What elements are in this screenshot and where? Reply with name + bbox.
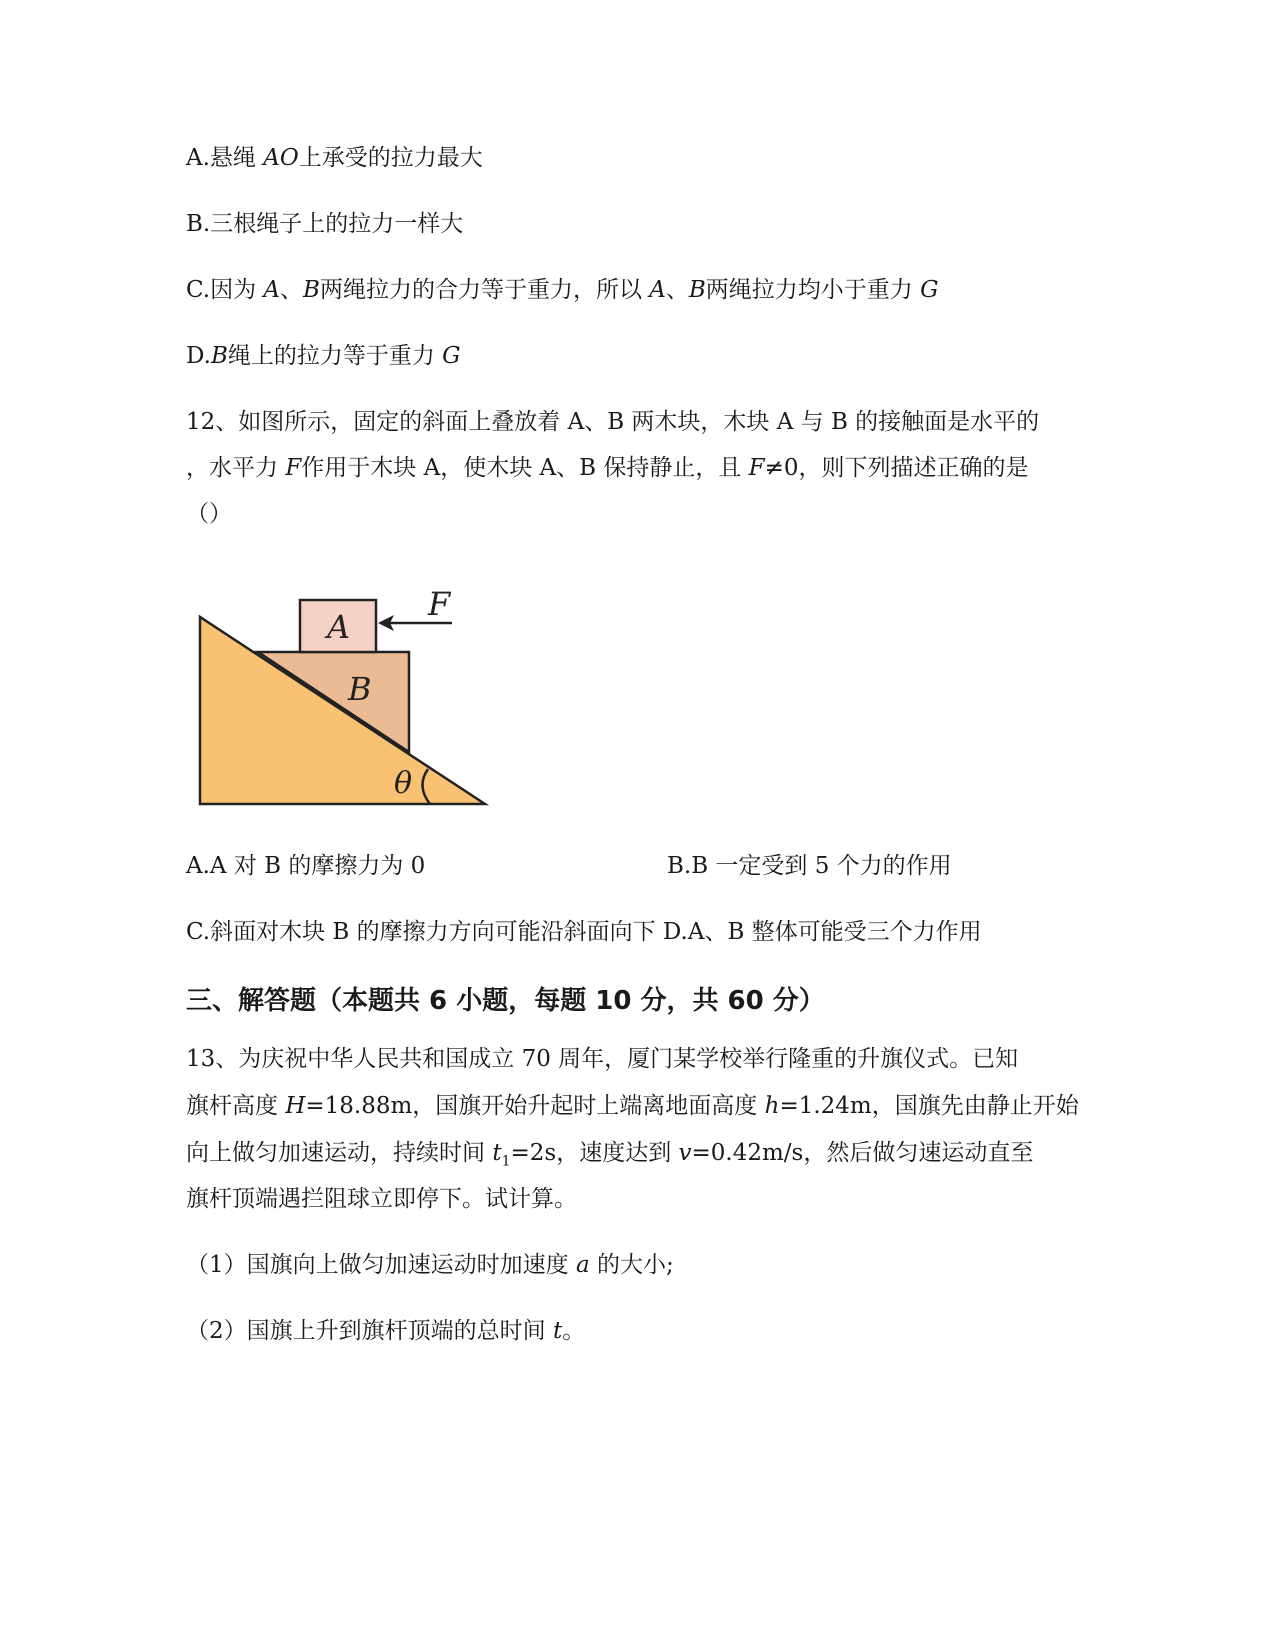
text: 两绳拉力的合力等于重力，所以	[319, 277, 650, 303]
text: 绳上的拉力等于重力	[227, 343, 443, 369]
var: B	[303, 277, 320, 303]
var: H	[285, 1093, 306, 1119]
q13-stem-line2	[186, 1091, 1079, 1121]
q12-option-b: B.B 一定受到 5 个力的作用	[667, 853, 952, 879]
var: v	[678, 1140, 692, 1166]
q13-sub-question-2	[186, 1316, 585, 1346]
q12-option-c-d: C.斜面对木块 B 的摩擦力方向可能沿斜面向下 D.A、B 整体可能受三个力作用	[186, 919, 982, 945]
text: =1.24m，国旗先由静止开始	[779, 1093, 1079, 1119]
q12-option-a: A.A 对 B 的摩擦力为 0	[186, 853, 426, 879]
q13-sub-question-1	[186, 1250, 674, 1280]
text: ≠0，则下列描述正确的是	[764, 455, 1029, 481]
var: a	[575, 1252, 590, 1278]
var: F	[748, 455, 765, 481]
label-f: F	[428, 590, 451, 623]
var: G	[442, 343, 461, 369]
text: C.因为	[186, 277, 264, 303]
q11-option-a	[186, 143, 483, 173]
q12-stem-line1: 12、如图所示，固定的斜面上叠放着 A、B 两木块，木块 A 与 B 的接触面是水平的	[186, 409, 1040, 435]
text: =18.88m，国旗开始升起时上端离地面高度	[305, 1093, 765, 1119]
text: 上承受的拉力最大	[298, 145, 483, 171]
q13-stem-line1: 13、为庆祝中华人民共和国成立 70 周年，厦门某学校举行隆重的升旗仪式。已知	[186, 1046, 1019, 1072]
text: 。	[562, 1318, 586, 1344]
var: F	[285, 455, 302, 481]
q11-option-c	[186, 275, 938, 305]
q13-stem-line4: 旗杆顶端遇拦阻球立即停下。试计算。	[186, 1186, 577, 1212]
text: =0.42m/s，然后做匀速运动直至	[691, 1140, 1034, 1166]
text: =2s，速度达到	[510, 1140, 679, 1166]
text: 两绳拉力均小于重力	[705, 277, 921, 303]
text: （2）国旗上升到旗杆顶端的总时间	[186, 1318, 553, 1344]
q12-stem-line3: （）	[186, 501, 232, 527]
text: （1）国旗向上做匀加速运动时加速度	[186, 1252, 576, 1278]
var: A	[263, 277, 281, 303]
text: D.	[186, 343, 211, 369]
text: A.悬绳	[186, 145, 264, 171]
text: 旗杆高度	[186, 1093, 286, 1119]
q13-stem-line3	[186, 1138, 1033, 1177]
q12-stem-line2	[186, 453, 1029, 483]
text: 作用于木块 A，使木块 A、B 保持静止，且	[301, 455, 749, 481]
incline-blocks-figure	[196, 590, 496, 820]
text: 的大小;	[589, 1252, 674, 1278]
var: G	[920, 277, 939, 303]
var: B	[688, 277, 706, 303]
text: ，水平力	[186, 455, 286, 481]
text: 向上做匀加速运动，持续时间	[186, 1140, 493, 1166]
text: 、	[665, 277, 689, 303]
var: A	[649, 277, 666, 303]
q11-option-d	[186, 341, 461, 371]
q11-option-b: B.三根绳子上的拉力一样大	[186, 211, 464, 237]
var: t	[492, 1140, 502, 1166]
text: 、	[280, 277, 304, 303]
var: h	[764, 1093, 780, 1119]
subscript: 1	[501, 1153, 511, 1170]
label-a: A	[327, 608, 351, 646]
label-theta: θ	[394, 766, 413, 801]
label-b: B	[348, 670, 372, 708]
var: t	[552, 1318, 563, 1344]
var: B	[210, 343, 228, 369]
section-heading: 三、解答题（本题共 6 小题，每题 10 分，共 60 分）	[186, 986, 825, 1016]
var-ao: AO	[263, 145, 299, 171]
